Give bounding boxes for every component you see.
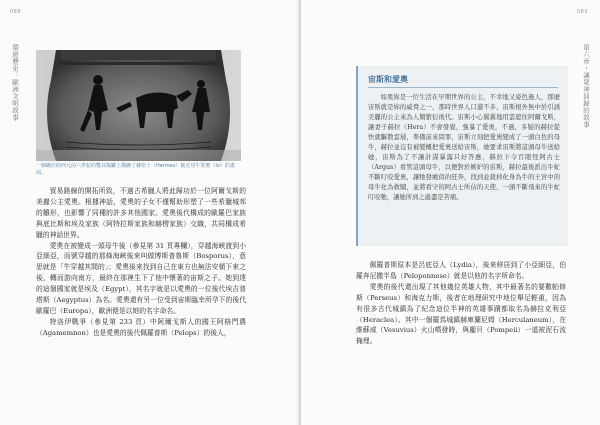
paragraph: 特洛伊戰爭（參見第 233 頁）中阿爾戈斯人的國王阿格門農（Agamemnon）也是愛奧的後代佩羅普斯（Pelops）的後人， [36,317,246,337]
left-page [0,0,299,425]
vase-photo [36,50,241,161]
paragraph: 貿易路線的開拓所致，不過古希臘人將此歸功於一位阿爾戈斯的美麗公主愛奧。根據神話，愛奧的子女不僅幫助形塑了一些希臘城邦的雛形，也影響了同種的許多其他國家。愛奧後代構成的歐羅巴家族與底比斯和埃及家族（阿特拉斯家族和赫楞家族）交織，共同構成希臘的神話世界。 [36,187,246,239]
right-body-text [356,260,566,347]
box-title: 宙斯和愛奧 [368,75,408,84]
left-running-head: 環遊歷史：歐洲文明故事 [11,44,19,121]
right-page [301,0,600,425]
paragraph: 佩羅普斯原本是呂底亞人（Lydia），後來移居到了小亞細亞，伯羅奔尼撒半島（Peloponnese）就是以他的名字所命名。 [356,261,566,280]
box-divider [368,87,558,88]
right-running-head: 第六章・讓眾神回歸的故事 [582,44,590,128]
box-text [368,93,560,203]
sidebar-box [356,66,568,246]
left-page-number: 088 [10,9,22,15]
left-body-text [36,186,246,339]
figure-caption: 一個繪於約西元前六世紀的雙耳陶罐上描繪了赫密士（Hermes）偷走母牛愛奧（Io）的畫面。 [36,163,235,176]
right-page-number: 089 [576,9,588,15]
box-paragraph: 如果妳是一位生活在早期世界的公主，不幸地又姿色過人，那麼宙斯就是妳的威脅之一，那時世界人口還不多，宙斯根外無中於引誘美麗的公主來為人類繁衍後代。宙斯小心翼翼地用雲遮住阿爾戈斯，讓妻子赫拉（Hera）不會發覺，強暴了愛奧，不過，多疑的赫拉從快就驅散雲層，準備前來問罪，宙斯立刻把愛奧變成了一頭白色的母牛，赫拉並沒有被變概把愛奧送給宙斯，她要求宙斯將這頭母牛送給她，宙斯為了不讓計謀暴露只好答應，赫拉下令百眼怪阿古士（Argus）看管這頭母牛，以便對於嫉妒的宙斯，赫拉最後派出牛虻不斷叮咬愛奧，讓牠發瘋似的狂奔，找到並殺掉化身為牛的王宮中的母牛化為救贖，並將看守的阿古士所佔的天使，一頭不斷飛來的牛虻叮咬牠，讓她所到之處盡是苦痛。 [368,94,560,201]
amphora-image [36,50,241,161]
paragraph: 愛奧的後代還出現了其他幾位英雄人物，其中最著名的要數帕修斯（Perseus）和海克力斯，後者在地理研究中地位舉足輕重，因為有很多古代城鎮為了紀念這位半神的英雄事蹟都取名為赫拉克利亞（Heraclea）。其中一個羅馬城鎮赫庫蘭尼姆（Herculaneum），在維蘇威（Vesuvius）火山噴發時，與龐貝（Pompeii）一道被泥石流掩埋。 [356,282,566,346]
paragraph: 愛奧在被變成一頭母牛後（參見第 31 頁專欄），穿越海峽渡到小亞細亞，而號穿越的那條海峽後來叫做博斯普魯斯（Bosporus），意思就是「牛穿越其間的」；愛奧後來找到自己在東方也無法安頓下來之後，轉而游向南方，最終在那裡生下了他中懷著的宙斯之子。她到達的這個國家就是埃及（Egypt），其名字就是以愛奧的一位後代埃吉普塔斯（Aegyptus）為名。愛奧還有另一位受到宙斯臨幸所孕下的後代歐羅巴（Europa），歐洲便是以她的名字命名。 [36,241,246,315]
